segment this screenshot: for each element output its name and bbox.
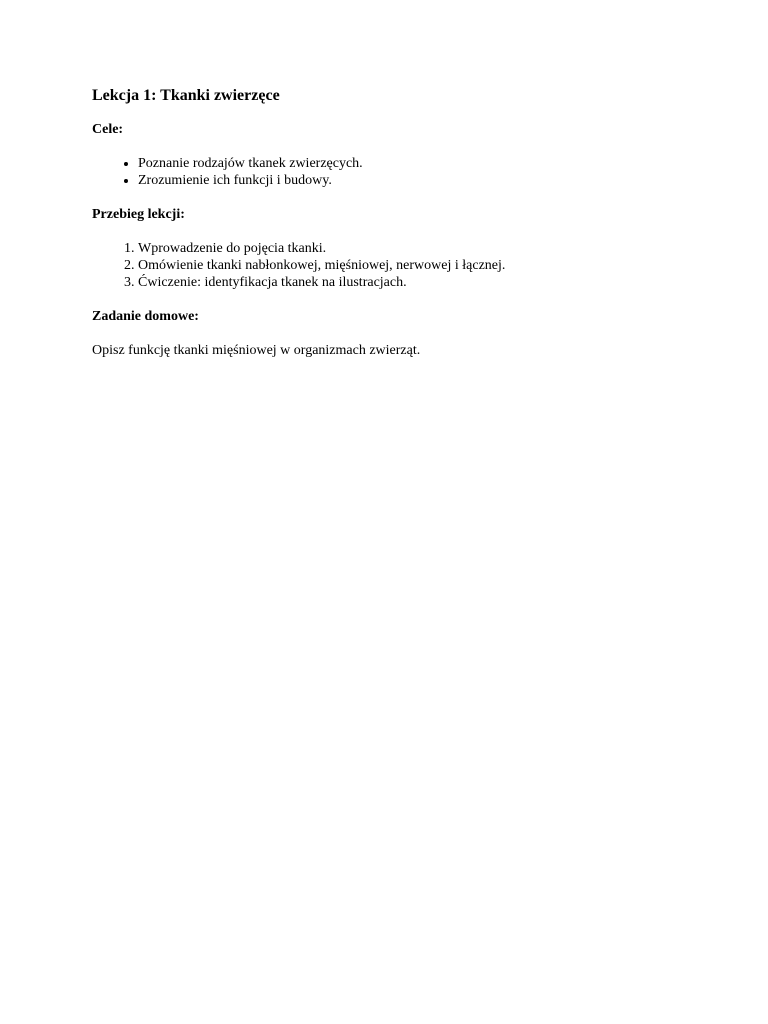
- homework-heading: Zadanie domowe:: [92, 309, 199, 324]
- course-item: 2. Omówienie tkanki nabłonkowej, mięśniowej, nerwowej i łącznej.: [138, 257, 676, 274]
- course-item: 1. Wprowadzenie do pojęcia tkanki.: [138, 240, 676, 257]
- course-heading: Przebieg lekcji:: [92, 207, 185, 222]
- goals-item: • Zrozumienie ich funkcji i budowy.: [138, 172, 676, 189]
- course-list: [92, 240, 676, 291]
- goals-item: • Poznanie rodzajów tkanek zwierzęcych.: [138, 155, 676, 172]
- goals-list: [92, 155, 676, 189]
- course-item: 3. Ćwiczenie: identyfikacja tkanek na ilustracjach.: [138, 274, 676, 291]
- lesson-title: Lekcja 1: Tkanki zwierzęce: [92, 87, 280, 104]
- homework-text: Opisz funkcję tkanki mięśniowej w organizmach zwierząt.: [92, 343, 421, 358]
- goals-heading: Cele:: [92, 122, 124, 137]
